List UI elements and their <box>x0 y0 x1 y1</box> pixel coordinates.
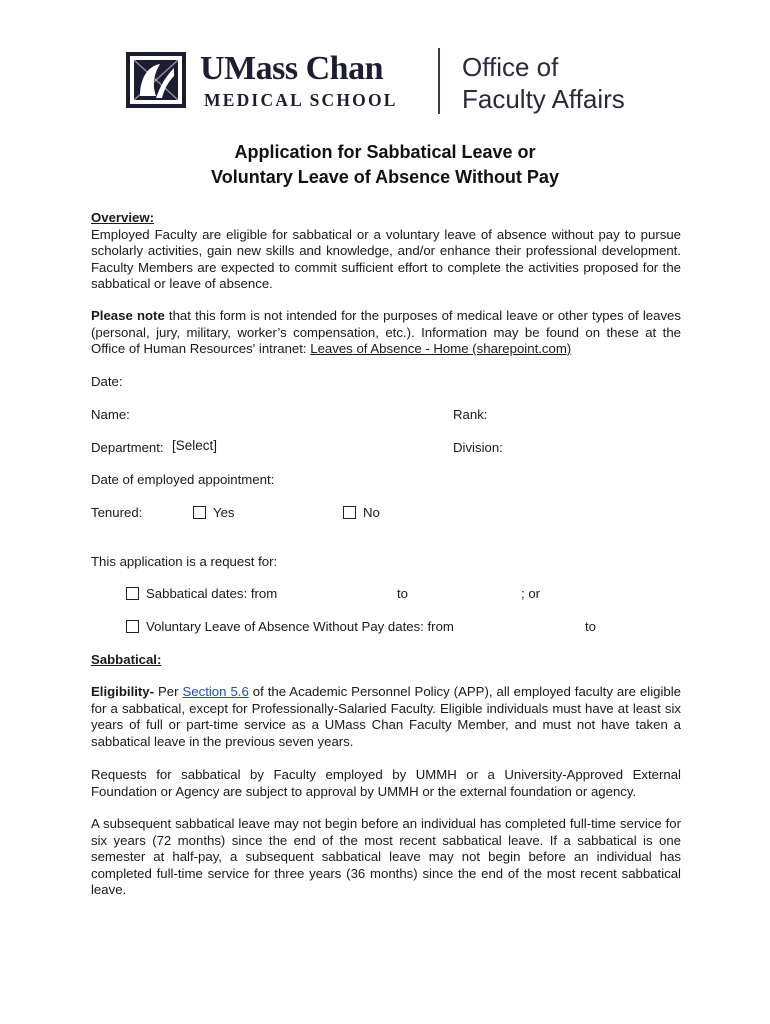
department-select[interactable]: [Select] <box>172 438 218 453</box>
tenured-no-label: No <box>363 505 380 520</box>
leaves-of-absence-link[interactable]: Leaves of Absence - Home (sharepoint.com) <box>310 341 572 356</box>
university-seal-icon <box>126 52 186 108</box>
overview-section <box>91 210 681 293</box>
tenured-label: Tenured: <box>91 505 143 520</box>
sabbatical-dates-label: Sabbatical dates: from <box>146 586 278 601</box>
office-title-line1: Office of <box>462 52 559 82</box>
tenured-yes-label: Yes <box>213 505 235 520</box>
eligibility-paragraph <box>91 684 681 750</box>
appointment-date-label: Date of employed appointment: <box>91 472 275 487</box>
voluntary-to-label: to <box>585 619 596 634</box>
document-title-line2: Voluntary Leave of Absence Without Pay <box>211 167 559 187</box>
overview-text: Employed Faculty are eligible for sabbatical or a voluntary leave of absence without pay to pursue scholarly activities, gain new skills and knowledge, and/or enhance their professional development. Faculty Members are expected to commit sufficient effort to complete the activities proposed for the sabbatical or leave of absence. <box>91 226 681 291</box>
sabbatical-to-label: to <box>397 586 408 601</box>
sabbatical-heading: Sabbatical: <box>91 652 162 667</box>
eligibility-text: of the Academic Personnel Policy (APP), all employed faculty are eligible for a sabbatical, except for Professionally-Salaried Faculty. Eligible individuals must have at least six years of full or part-time service as a UMass Chan Faculty Member, and must not have taken a sabbatical leave in the previous seven years. <box>91 684 681 749</box>
name-label: Name: <box>91 407 130 422</box>
voluntary-leave-checkbox[interactable] <box>126 620 139 633</box>
school-name: UMass Chan <box>200 50 383 87</box>
overview-heading: Overview: <box>91 210 155 225</box>
document-title-line1: Application for Sabbatical Leave or <box>234 142 536 162</box>
division-label: Division: <box>453 440 503 455</box>
eligibility-bold: Eligibility- <box>91 684 155 699</box>
request-label: This application is a request for: <box>91 554 278 569</box>
note-text: that this form is not intended for the purposes of medical leave or other types of leaves (personal, jury, military, worker’s compensation, etc.). Information may be found on these at the Office of Human Resources' intranet: <box>91 308 681 356</box>
tenured-yes-checkbox[interactable] <box>193 506 206 519</box>
school-subtitle: MEDICAL SCHOOL <box>204 90 398 110</box>
section-5-6-link[interactable]: Section 5.6 <box>182 684 249 699</box>
note-section <box>91 308 681 358</box>
header <box>126 48 656 114</box>
header-divider <box>438 48 440 114</box>
sabbatical-heading-wrap <box>91 652 161 668</box>
eligibility-pre: Per <box>154 684 183 699</box>
requests-paragraph: Requests for sabbatical by Faculty employed by UMMH or a University-Approved External Foundation or Agency are subject to approval by UMMH or the external foundation or agency. <box>91 767 681 799</box>
subsequent-paragraph: A subsequent sabbatical leave may not begin before an individual has completed full-time service for six years (72 months) since the end of the most recent sabbatical leave. If a sabbatical is one semester at half-pay, a subsequent sabbatical leave may not begin before an individual has completed full-time service for three years (36 months) since the end of the most recent sabbatical leave. <box>91 816 681 897</box>
office-title-line2: Faculty Affairs <box>462 84 625 114</box>
sabbatical-checkbox[interactable] <box>126 587 139 600</box>
date-label: Date: <box>91 374 123 389</box>
voluntary-leave-label: Voluntary Leave of Absence Without Pay dates: from <box>146 619 454 634</box>
rank-label: Rank: <box>453 407 488 422</box>
or-label: ; or <box>521 586 541 601</box>
note-bold: Please note <box>91 308 165 323</box>
department-label: Department: <box>91 440 164 455</box>
tenured-no-checkbox[interactable] <box>343 506 356 519</box>
